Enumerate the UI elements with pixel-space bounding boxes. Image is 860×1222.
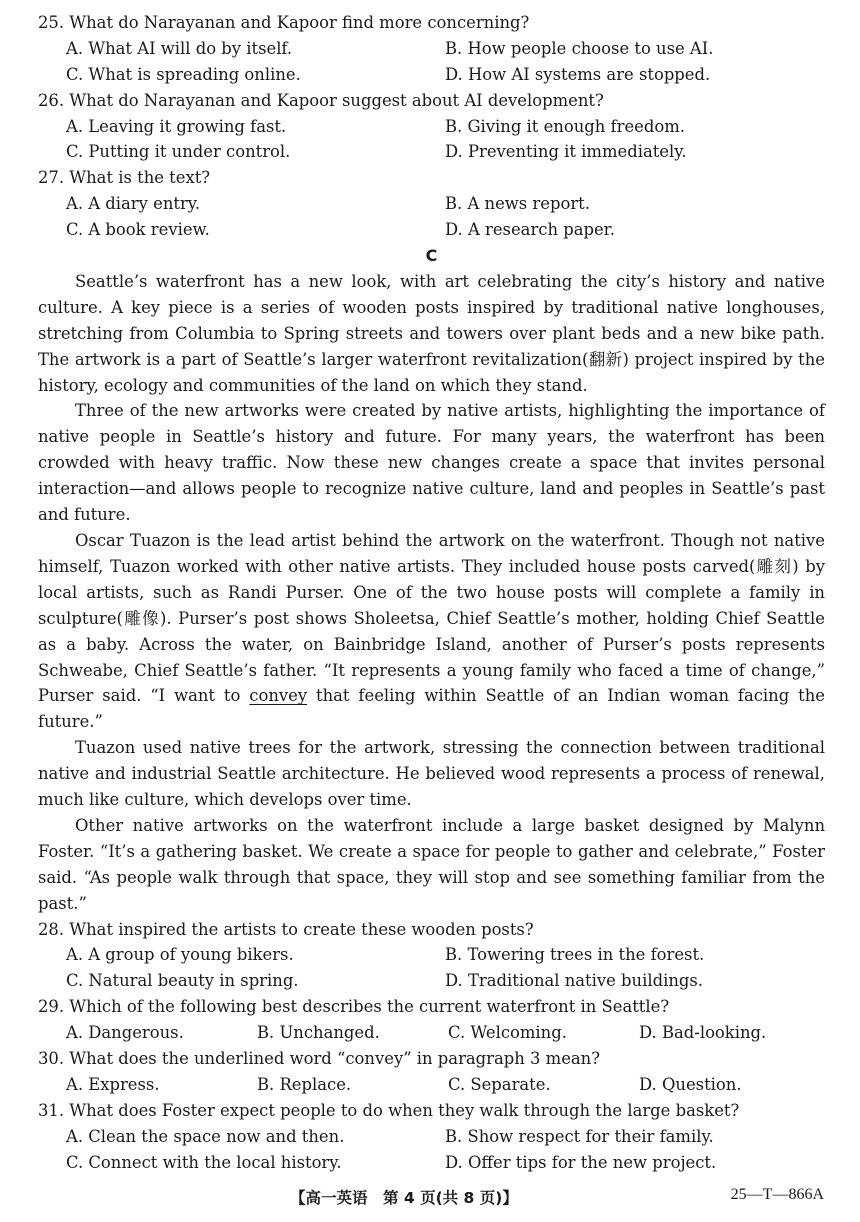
- option-c: C. A book review.: [66, 220, 210, 240]
- paragraph-text: Other native artworks on the waterfront include a large basket designed by Malynn Foster. “It’s a gathering basket. We create a space for people to gather and celebrate,” Foster said. “As people walk through that space, they will stop and see something familiar from the past.”: [38, 815, 825, 913]
- option-a: A. Clean the space now and then.: [66, 1126, 345, 1146]
- paragraph-text: Oscar Tuazon is the lead artist behind the artwork on the waterfront. Though not native himself, Tuazon worked with other native artists. They included house posts carved(雕刻) by local artists, such as Randi Purser. One of the two house posts will complete a family in sculpture(雕像). Purser’s post shows Sholeetsa, Chief Seattle’s mother, holding Chief Seattle as a baby. Across the water, on Bainbridge Island, another of Purser’s posts represents Schweabe, Chief Seattle’s father. “It represents a young family who faced a time of change,” Purser said. “I want to: [38, 530, 825, 706]
- underlined-word: convey: [249, 686, 308, 706]
- footer-exam-code: 25—T—866A: [730, 1186, 824, 1203]
- option-b: B. Unchanged.: [257, 1023, 380, 1043]
- option-b: B. A news report.: [445, 194, 590, 214]
- option-d: D. How AI systems are stopped.: [445, 64, 711, 84]
- question-27: [38, 165, 825, 243]
- option-c: C. What is spreading online.: [66, 64, 301, 84]
- option-a: A. What AI will do by itself.: [66, 38, 293, 58]
- option-a: A. A diary entry.: [66, 194, 201, 214]
- question-stem: 29. Which of the following best describes the current waterfront in Seattle?: [38, 997, 670, 1017]
- question-31: [38, 1098, 825, 1176]
- option-row: [38, 942, 825, 968]
- option-a: A. A group of young bikers.: [66, 945, 294, 965]
- question-25: [38, 10, 825, 88]
- footer-page-label: 【高一英语 第 4 页(共 8 页)】: [290, 1189, 518, 1207]
- option-d: D. Question.: [639, 1074, 742, 1094]
- option-c: C. Welcoming.: [448, 1023, 567, 1043]
- passage-paragraph-3: [38, 528, 825, 735]
- passage-paragraph-4: [38, 735, 825, 813]
- option-row: [38, 36, 825, 62]
- question-29: [38, 994, 825, 1046]
- question-stem: 31. What does Foster expect people to do when they walk through the large basket?: [38, 1100, 740, 1120]
- option-row: [38, 1020, 825, 1046]
- option-c: C. Putting it under control.: [66, 142, 291, 162]
- question-stem: 28. What inspired the artists to create these wooden posts?: [38, 919, 534, 939]
- question-30: [38, 1046, 825, 1098]
- option-d: D. A research paper.: [445, 220, 615, 240]
- option-row: [38, 114, 825, 140]
- option-b: B. Towering trees in the forest.: [445, 945, 705, 965]
- option-d: D. Offer tips for the new project.: [445, 1152, 717, 1172]
- section-heading: C: [425, 246, 438, 266]
- option-b: B. Giving it enough freedom.: [445, 116, 685, 136]
- reading-passage: [38, 269, 825, 917]
- option-row: [38, 191, 825, 217]
- exam-page: [38, 10, 825, 1175]
- option-row: [38, 1124, 825, 1150]
- option-row: [38, 62, 825, 88]
- question-26: [38, 88, 825, 166]
- option-b: B. How people choose to use AI.: [445, 38, 714, 58]
- question-stem: 25. What do Narayanan and Kapoor find more concerning?: [38, 13, 530, 32]
- question-28: [38, 917, 825, 995]
- question-stem: 26. What do Narayanan and Kapoor suggest about AI development?: [38, 90, 604, 110]
- question-stem: 30. What does the underlined word “convey” in paragraph 3 mean?: [38, 1049, 601, 1069]
- option-a: A. Express.: [66, 1074, 160, 1094]
- option-d: D. Bad-looking.: [639, 1023, 767, 1043]
- question-stem: 27. What is the text?: [38, 168, 211, 188]
- option-row: [38, 1150, 825, 1176]
- passage-paragraph-2: [38, 398, 825, 528]
- option-row: [38, 968, 825, 994]
- option-c: C. Connect with the local history.: [66, 1152, 342, 1172]
- option-d: D. Traditional native buildings.: [445, 971, 703, 991]
- option-c: C. Separate.: [448, 1074, 551, 1094]
- paragraph-text: that feeling within Seattle of an Indian woman facing the future.”: [38, 686, 825, 732]
- paragraph-text: Tuazon used native trees for the artwork, stressing the connection between traditional native and industrial Seattle architecture. He believed wood represents a process of renewal, much like culture, which develops over time.: [38, 738, 825, 810]
- option-row: [38, 139, 825, 165]
- page-footer: [0, 1186, 860, 1210]
- option-row: [38, 217, 825, 243]
- paragraph-text: Seattle’s waterfront has a new look, with art celebrating the city’s history and native culture. A key piece is a series of wooden posts inspired by traditional native longhouses, stretching from Columbia to Spring streets and towers over plant beds and a new bike path. The artwork is a part of Seattle’s larger waterfront revitalization(翻新) project inspired by the history, ecology and communities of the land on which they stand.: [38, 271, 825, 395]
- option-row: [38, 1072, 825, 1098]
- option-a: A. Dangerous.: [66, 1023, 184, 1043]
- option-b: B. Replace.: [257, 1074, 352, 1094]
- passage-paragraph-1: [38, 269, 825, 399]
- option-b: B. Show respect for their family.: [445, 1126, 714, 1146]
- option-a: A. Leaving it growing fast.: [66, 116, 287, 136]
- paragraph-text: Three of the new artworks were created by native artists, highlighting the importance of native people in Seattle’s history and future. For many years, the waterfront has been crowded with heavy traffic. Now these new changes create a space that invites personal interaction—and allows people to recognize native culture, land and peoples in Seattle’s past and future.: [38, 401, 825, 525]
- passage-paragraph-5: [38, 813, 825, 917]
- option-c: C. Natural beauty in spring.: [66, 971, 299, 991]
- option-d: D. Preventing it immediately.: [445, 142, 687, 162]
